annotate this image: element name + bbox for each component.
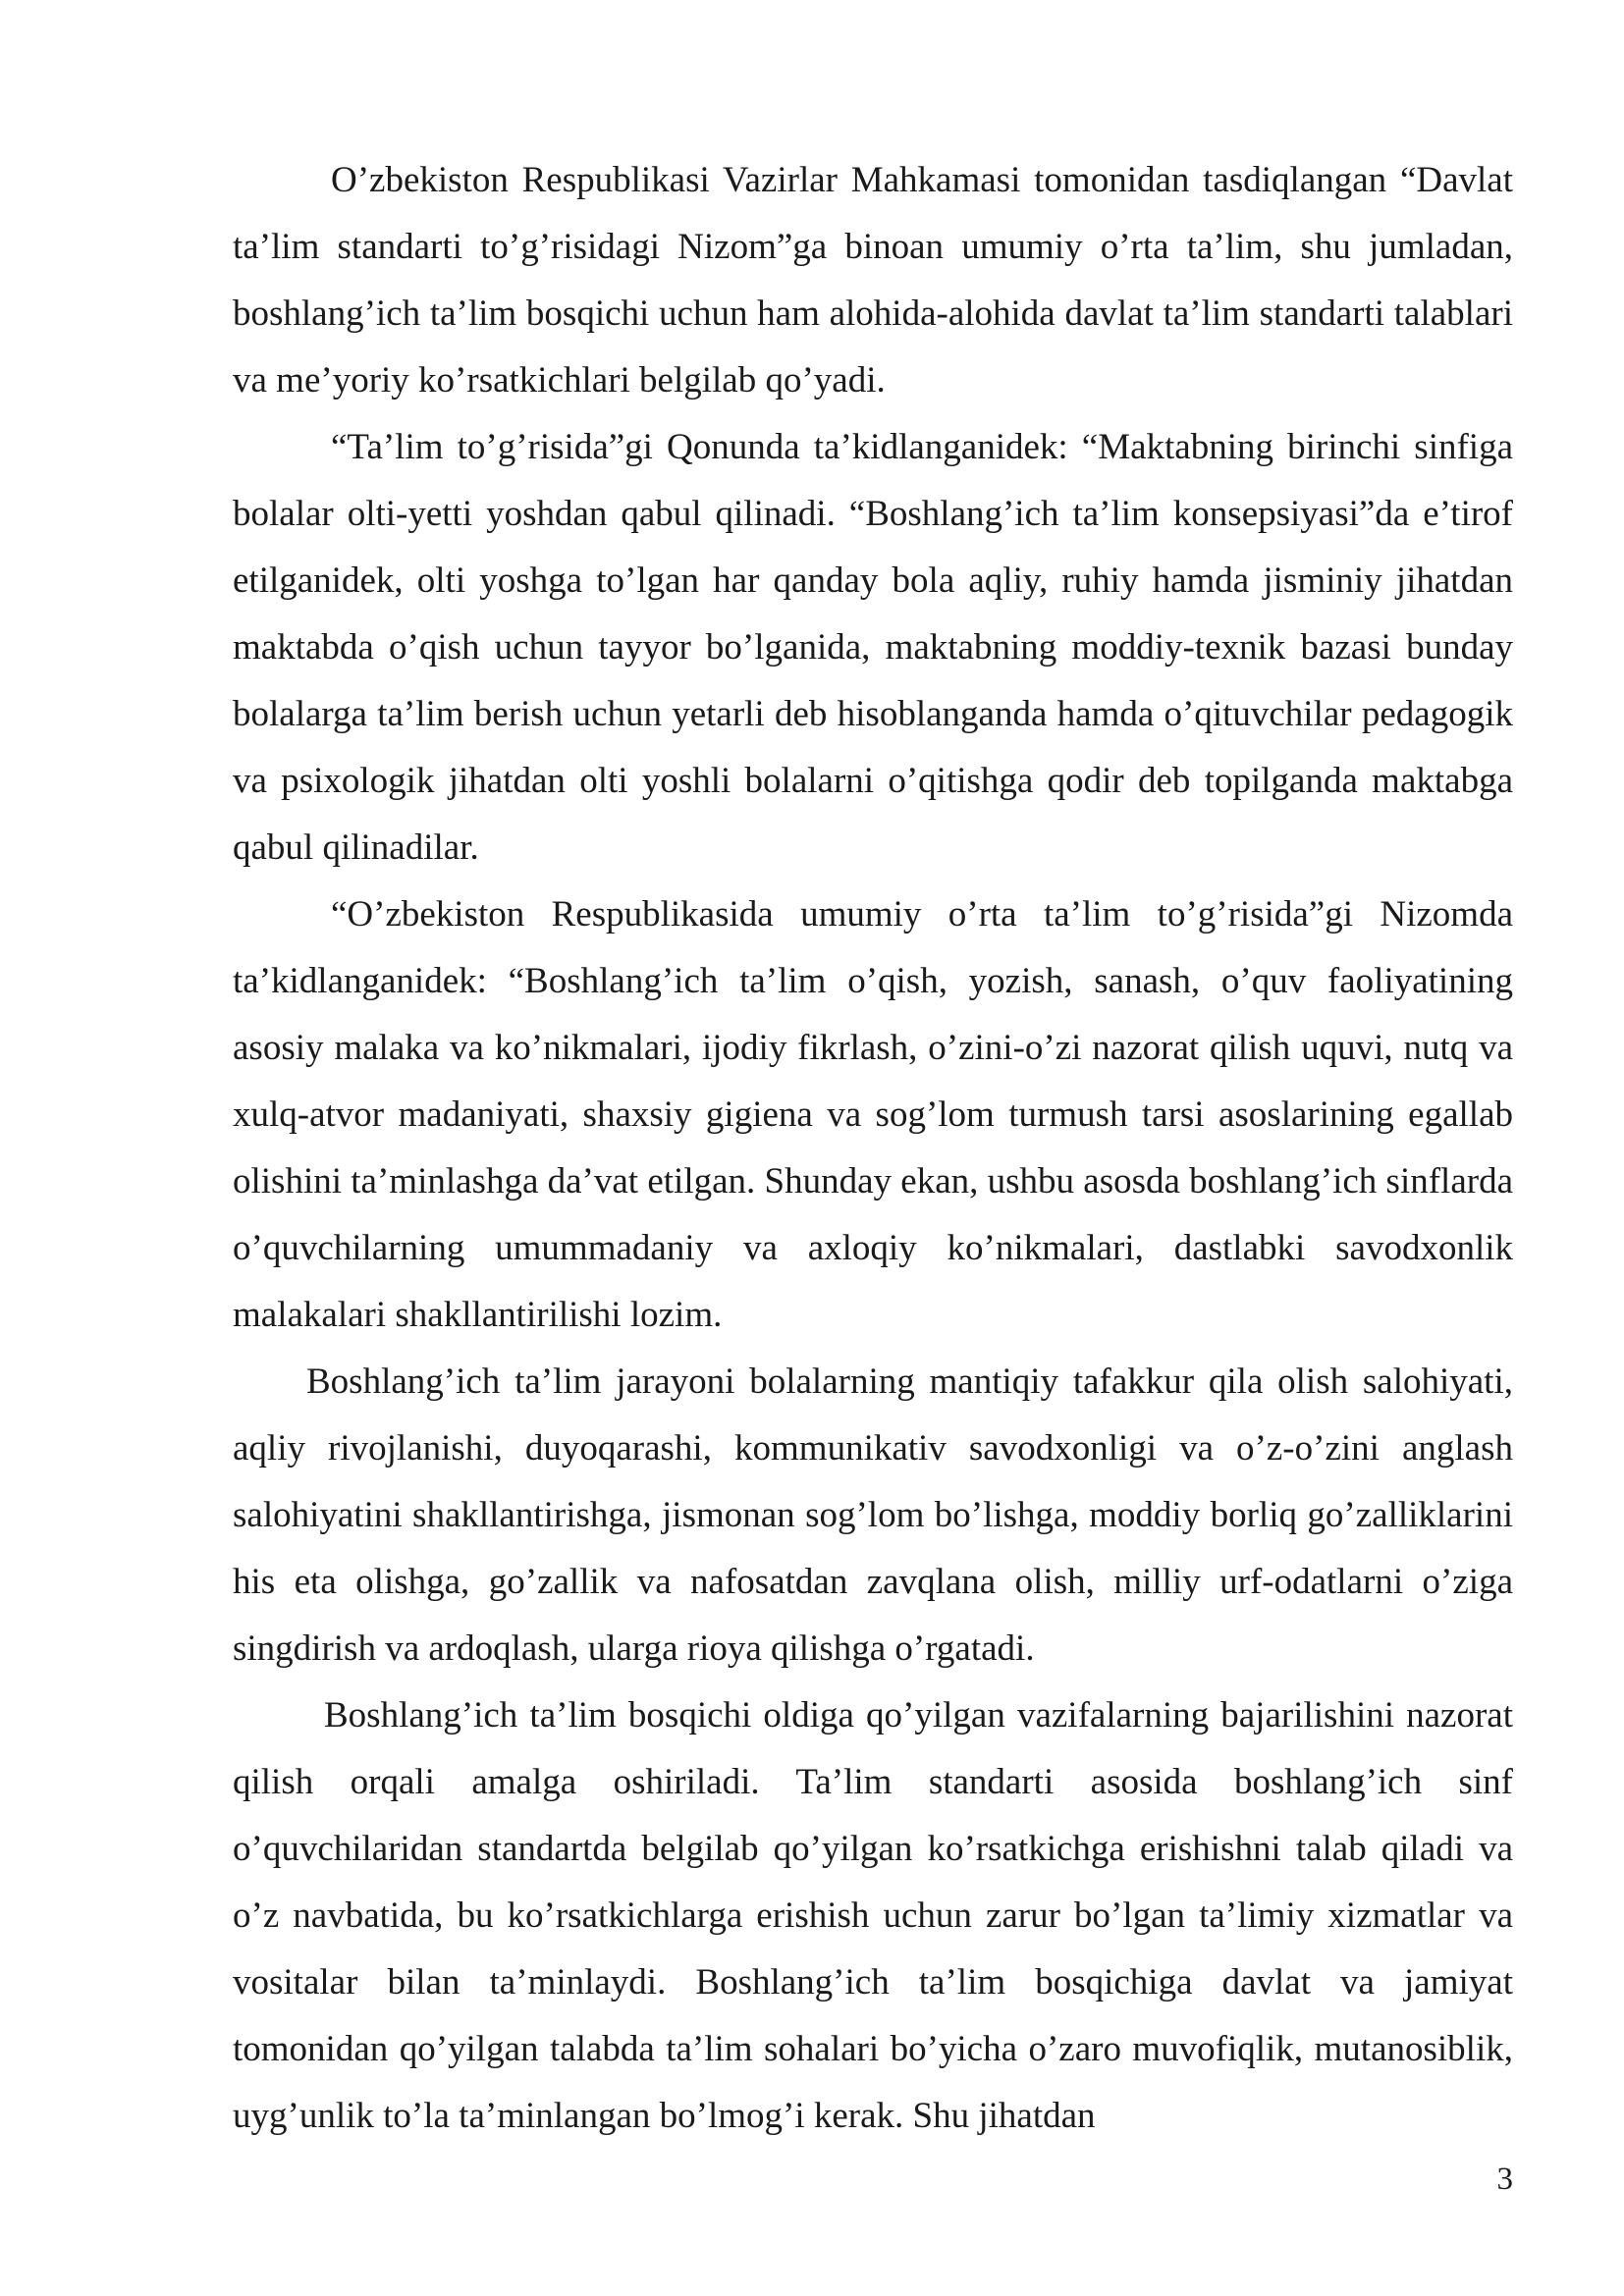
paragraph-5: Boshlang’ich ta’lim bosqichi oldiga qo’yilgan vazifalarning bajarilishini nazorat qilish orqali amalga oshiriladi. Ta’lim standarti asosida boshlang’ich sinf o’quvchilaridan standartda belgilab qo’yilgan ko’rsatkichga erishishni talab qiladi va o’z navbatida, bu ko’rsatkichlarga erishish uchun zarur bo’lgan ta’limiy xizmatlar va vositalar bilan ta’minlaydi. Boshlang’ich ta’lim bosqichiga davlat va jamiyat tomonidan qo’yilgan talabda ta’lim sohalari bo’yicha o’zaro muvofiqlik, mutanosiblik, uyg’unlik to’la ta’minlangan bo’lmog’i kerak. Shu jihatdan xyxy=(233,1695,1513,2136)
page-number: 3 xyxy=(1496,2162,1513,2197)
paragraph-3: “O’zbekiston Respublikasida umumiy o’rta ta’lim to’g’risida”gi Nizomda ta’kidlanganidek: “Boshlang’ich ta’lim o’qish, yozish, sanash, o’quv faoliyatining asosiy malaka va ko’nikmalari, ijodiy fikrlash, o’zini-o’zi nazorat qilish uquvi, nutq va xulq-atvor madaniyati, shaxsiy gigiena va sog’lom turmush tarsi asoslarining egallab olishini ta’minlashga da’vat etilgan. Shunday ekan, ushbu asosda boshlang’ich sinflarda o’quvchilarning umummadaniy va axloqiy ko’nikmalari, dastlabki savodxonlik malakalari shakllantirilishi lozim. xyxy=(233,894,1513,1335)
paragraph-1: O’zbekiston Respublikasi Vazirlar Mahkamasi tomonidan tasdiqlangan “Davlat ta’lim standarti to’g’risidagi Nizom”ga binoan umumiy o’rta ta’lim, shu jumladan, boshlang’ich ta’lim bosqichi uchun ham alohida-alohida davlat ta’lim standarti talablari va me’yoriy ko’rsatkichlari belgilab qo’yadi. xyxy=(233,160,1513,400)
body-text xyxy=(233,147,1513,2150)
paragraph-2: “Ta’lim to’g’risida”gi Qonunda ta’kidlanganidek: “Maktabning birinchi sinfiga bolalar olti-yetti yoshdan qabul qilinadi. “Boshlang’ich ta’lim konsepsiyasi”da e’tirof etilganidek, olti yoshga to’lgan har qanday bola aqliy, ruhiy hamda jisminiy jihatdan maktabda o’qish uchun tayyor bo’lganida, maktabning moddiy-texnik bazasi bunday bolalarga ta’lim berish uchun yetarli deb hisoblanganda hamda o’qituvchilar pedagogik va psixologik jihatdan olti yoshli bolalarni o’qitishga qodir deb topilganda maktabga qabul qilinadilar. xyxy=(233,427,1513,868)
paragraph-4: Boshlang’ich ta’lim jarayoni bolalarning mantiqiy tafakkur qila olish salohiyati, aqliy rivojlanishi, duyoqarashi, kommunikativ savodxonligi va o’z-o’zini anglash salohiyatini shakllantirishga, jismonan sog’lom bo’lishga, moddiy borliq go’zalliklarini his eta olishga, go’zallik va nafosatdan zavqlana olish, milliy urf-odatlarni o’ziga singdirish va ardoqlash, ularga rioya qilishga o’rgatadi. xyxy=(233,1362,1513,1669)
